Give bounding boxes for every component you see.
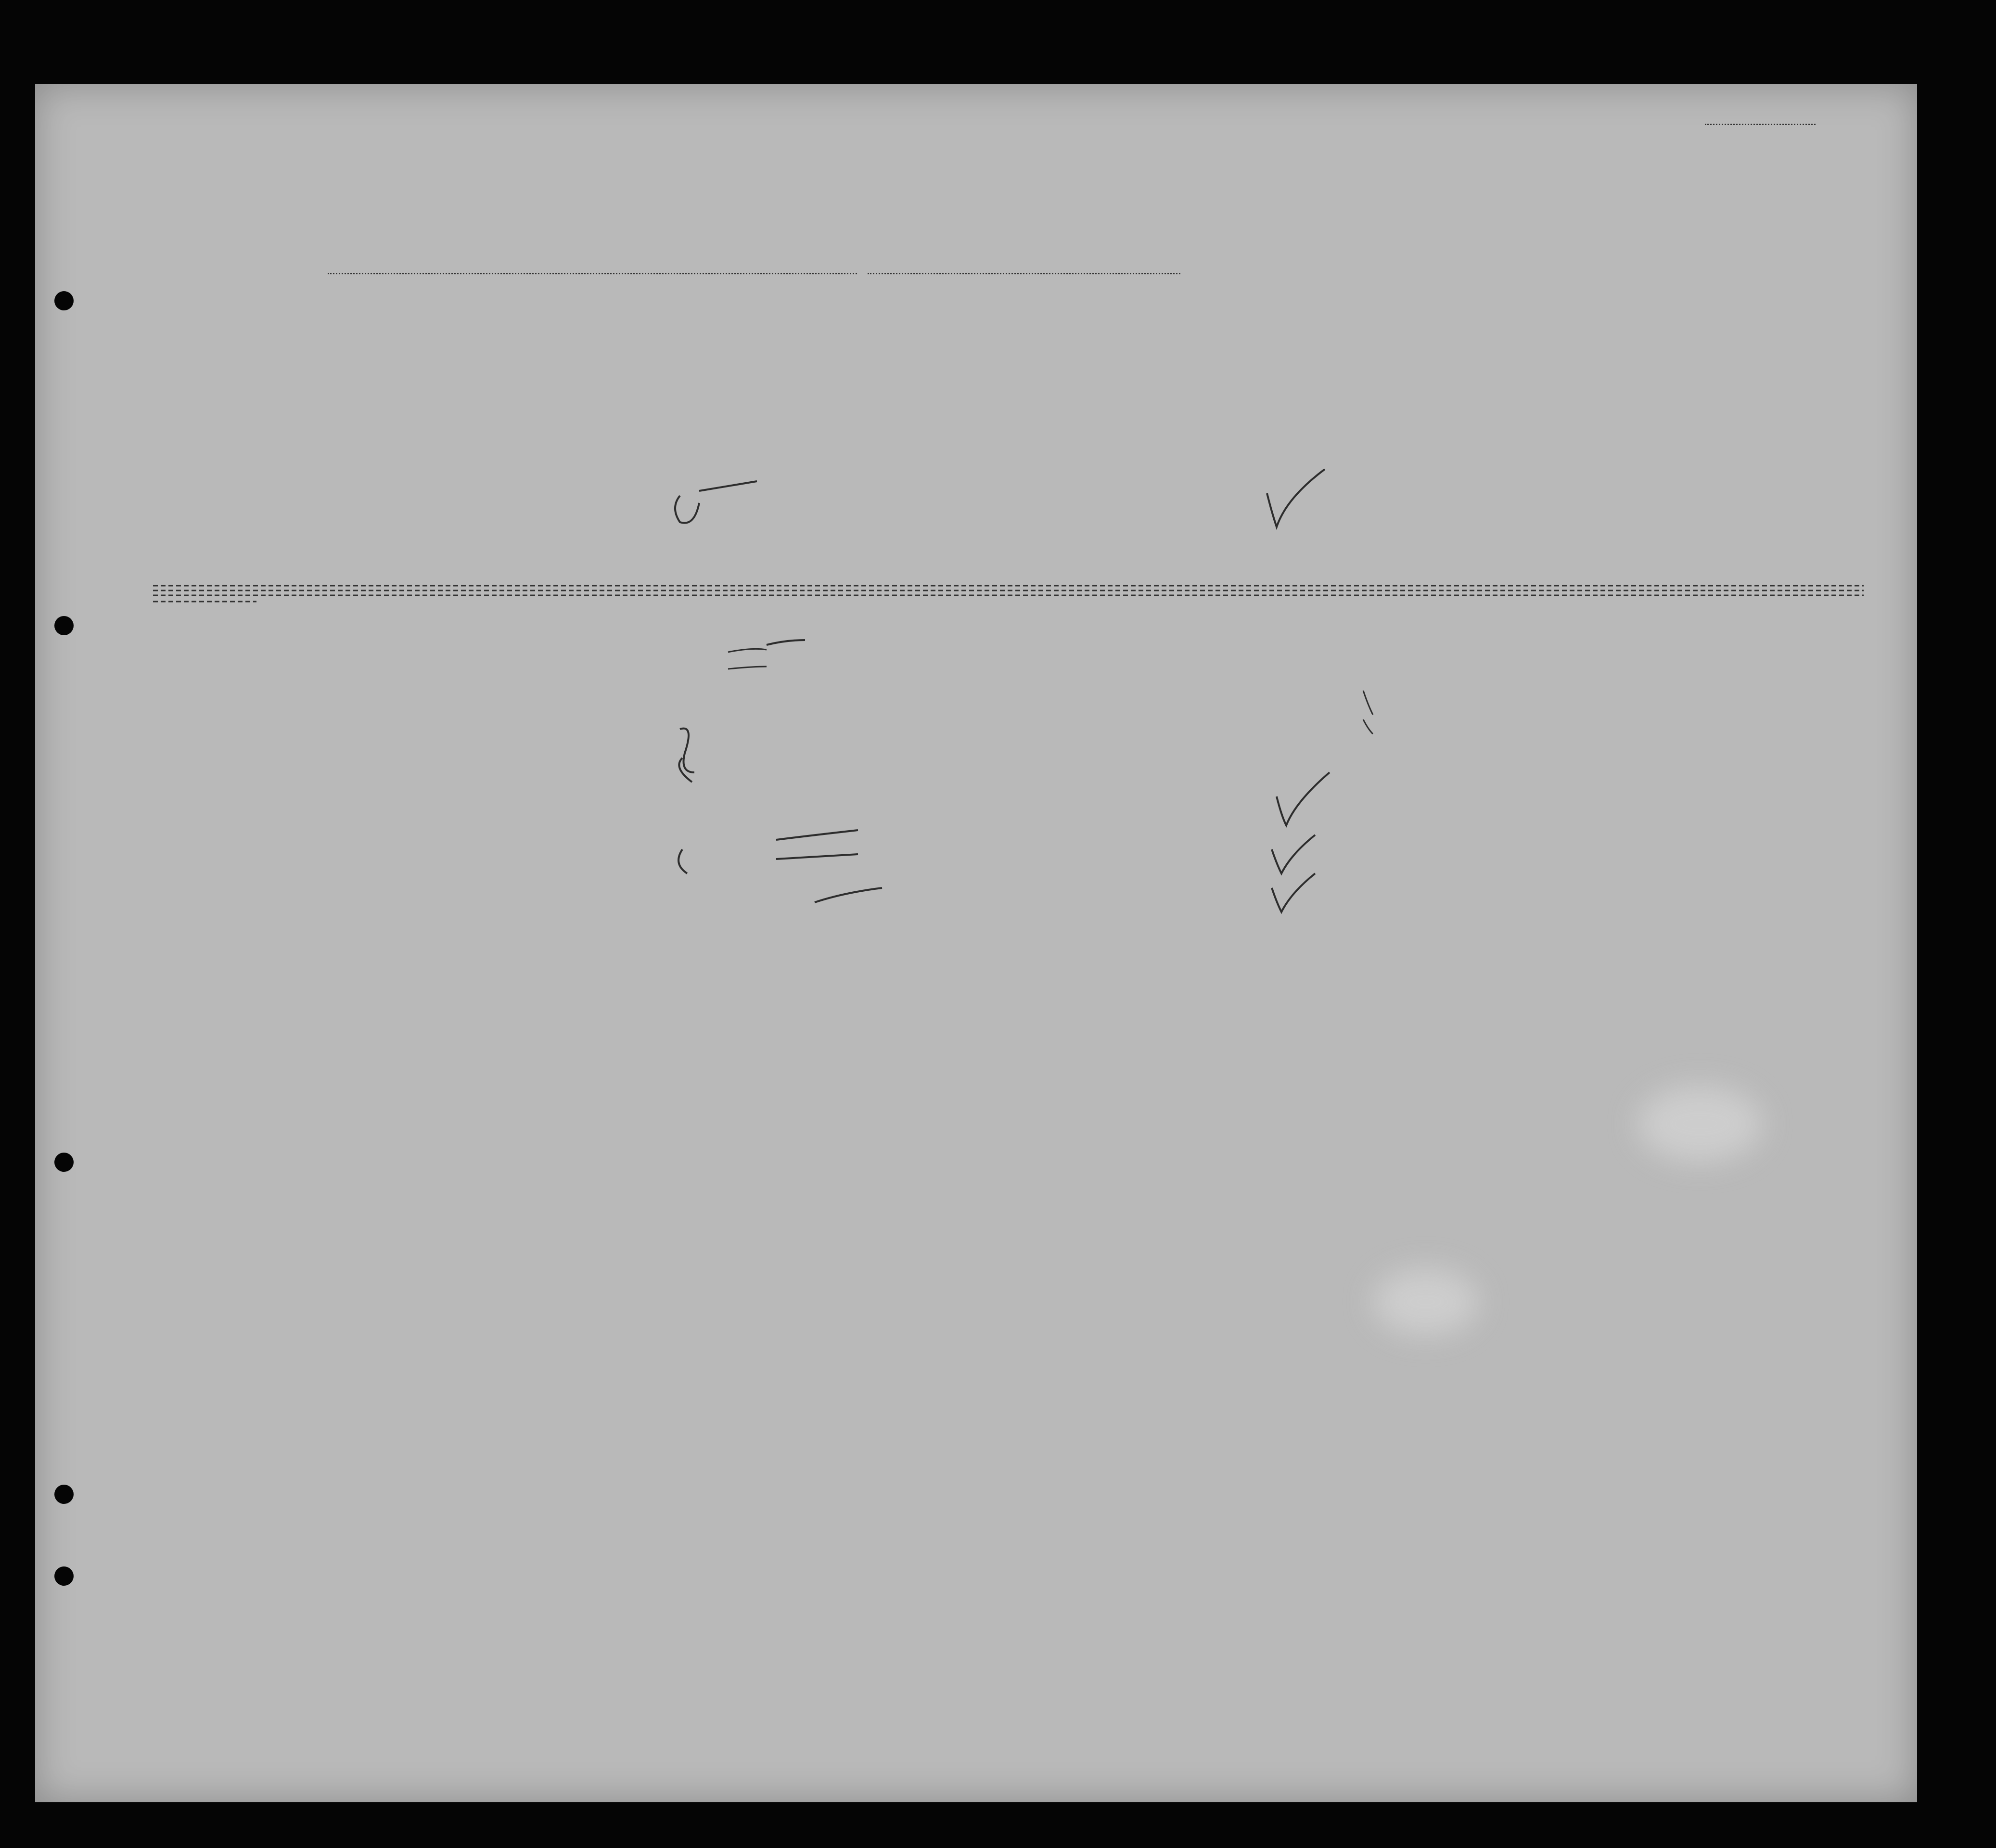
manifest-sheet	[35, 84, 1917, 1802]
strikeout-overlay	[35, 84, 1917, 1802]
